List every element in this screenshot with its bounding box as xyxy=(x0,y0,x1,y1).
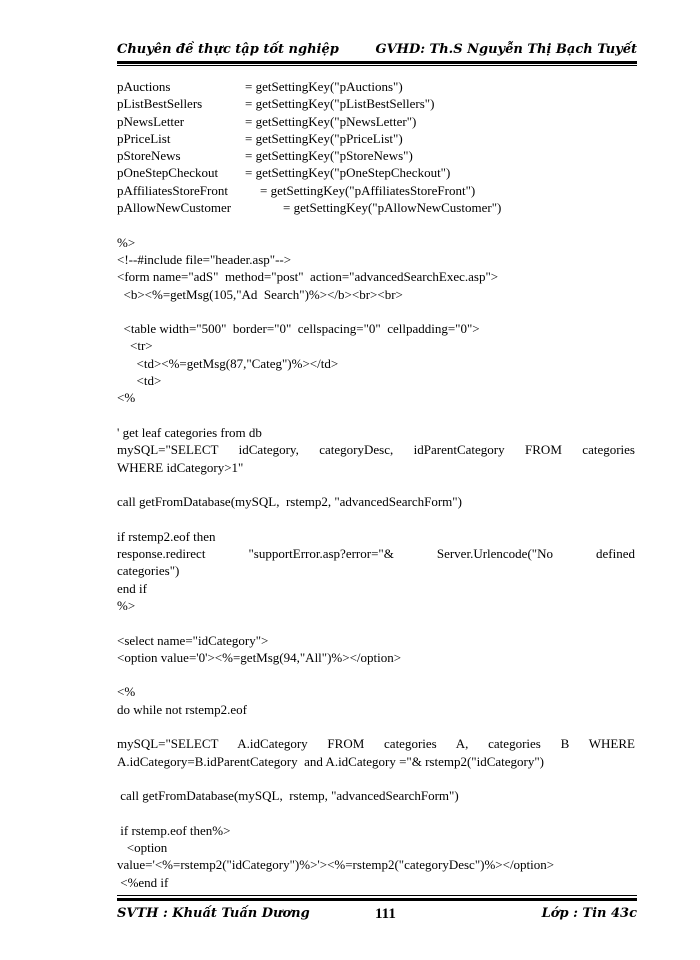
setting-key: pAffiliatesStoreFront xyxy=(117,182,228,198)
code-line: categories") xyxy=(117,563,180,579)
setting-key: pStoreNews xyxy=(117,148,181,164)
header-advisor: GVHD: Th.S Nguyễn Thị Bạch Tuyết xyxy=(375,42,637,57)
code-line: if rstemp2.eof then xyxy=(117,528,216,544)
code-line: <tr> xyxy=(117,338,153,354)
setting-line xyxy=(117,147,635,164)
setting-value: = getSettingKey("pStoreNews") xyxy=(245,148,413,164)
setting-key: pAuctions xyxy=(117,79,171,94)
code-line: ' get leaf categories from db xyxy=(117,424,262,440)
code-line: <option xyxy=(117,840,168,856)
setting-key: pAllowNewCustomer xyxy=(117,200,232,216)
code-line: value='<%=rstemp2("idCategory")%>'><%=rstemp2("categoryDesc")%></option> xyxy=(117,857,555,873)
page-number: 111 xyxy=(375,906,396,922)
code-line: <select name="idCategory"> xyxy=(117,632,269,648)
setting-line xyxy=(117,164,635,181)
setting-key: pListBestSellers xyxy=(117,96,203,112)
code-line: <td> xyxy=(117,373,162,389)
page-header xyxy=(117,42,637,62)
setting-value: = getSettingKey("pListBestSellers") xyxy=(245,96,435,112)
code-listing xyxy=(117,78,635,891)
code-line: mySQL="SELECT A.idCategory FROM categories A, categories B WHERE xyxy=(117,736,635,752)
footer-rule-thin xyxy=(117,895,637,896)
setting-key: pOneStepCheckout xyxy=(117,165,219,181)
footer-class: Lớp : Tin 43c xyxy=(541,906,637,921)
code-line: response.redirect "supportError.asp?error="& Server.Urlencode("No defined xyxy=(117,546,635,562)
code-line: <%end if xyxy=(117,874,169,890)
setting-line xyxy=(117,95,635,112)
code-line: <option value='0'><%=getMsg(94,"All")%></option> xyxy=(117,649,402,665)
code-line: <table width="500" border="0" cellspacing="0" cellpadding="0"> xyxy=(117,321,480,337)
setting-key: pPriceList xyxy=(117,130,171,146)
setting-line xyxy=(117,78,635,95)
page-footer xyxy=(117,904,637,926)
setting-value: = getSettingKey("pPriceList") xyxy=(245,130,403,146)
header-rule-thick xyxy=(117,61,637,64)
code-line: %> xyxy=(117,597,136,613)
code-line: do while not rstemp2.eof xyxy=(117,701,247,717)
setting-value: = getSettingKey("pAllowNewCustomer") xyxy=(283,200,502,216)
header-rule-thin xyxy=(117,65,637,66)
code-line: <b><%=getMsg(105,"Ad Search")%></b><br><br> xyxy=(117,286,403,302)
setting-value: = getSettingKey("pOneStepCheckout") xyxy=(245,165,451,181)
setting-value: = getSettingKey("pAuctions") xyxy=(245,79,403,94)
header-topic: Chuyên đề thực tập tốt nghiệp xyxy=(117,42,339,57)
code-line: mySQL="SELECT idCategory, categoryDesc, idParentCategory FROM categories xyxy=(117,442,635,458)
code-line: <form name="adS" method="post" action="advancedSearchExec.asp"> xyxy=(117,269,499,285)
code-line: call getFromDatabase(mySQL, rstemp, "advancedSearchForm") xyxy=(117,788,459,804)
setting-key: pNewsLetter xyxy=(117,113,185,129)
code-line: <% xyxy=(117,684,136,700)
setting-value: = getSettingKey("pAffiliatesStoreFront") xyxy=(260,182,476,198)
code-line: <% xyxy=(117,390,136,406)
footer-student: SVTH : Khuất Tuấn Dương xyxy=(117,906,310,921)
code-line: WHERE idCategory>1" xyxy=(117,459,244,475)
code-line: <td><%=getMsg(87,"Categ")%></td> xyxy=(117,355,339,371)
setting-line xyxy=(117,113,635,130)
code-line: end if xyxy=(117,580,147,596)
code-line: %> xyxy=(117,234,136,250)
setting-value: = getSettingKey("pNewsLetter") xyxy=(245,113,417,129)
setting-line xyxy=(117,199,635,216)
code-line: call getFromDatabase(mySQL, rstemp2, "advancedSearchForm") xyxy=(117,494,462,510)
setting-line xyxy=(117,182,635,199)
code-line: <!--#include file="header.asp"--> xyxy=(117,251,292,267)
code-line: if rstemp.eof then%> xyxy=(117,822,231,838)
setting-line xyxy=(117,130,635,147)
code-line: A.idCategory=B.idParentCategory and A.idCategory ="& rstemp2("idCategory") xyxy=(117,753,545,769)
footer-rule-thick xyxy=(117,898,637,901)
